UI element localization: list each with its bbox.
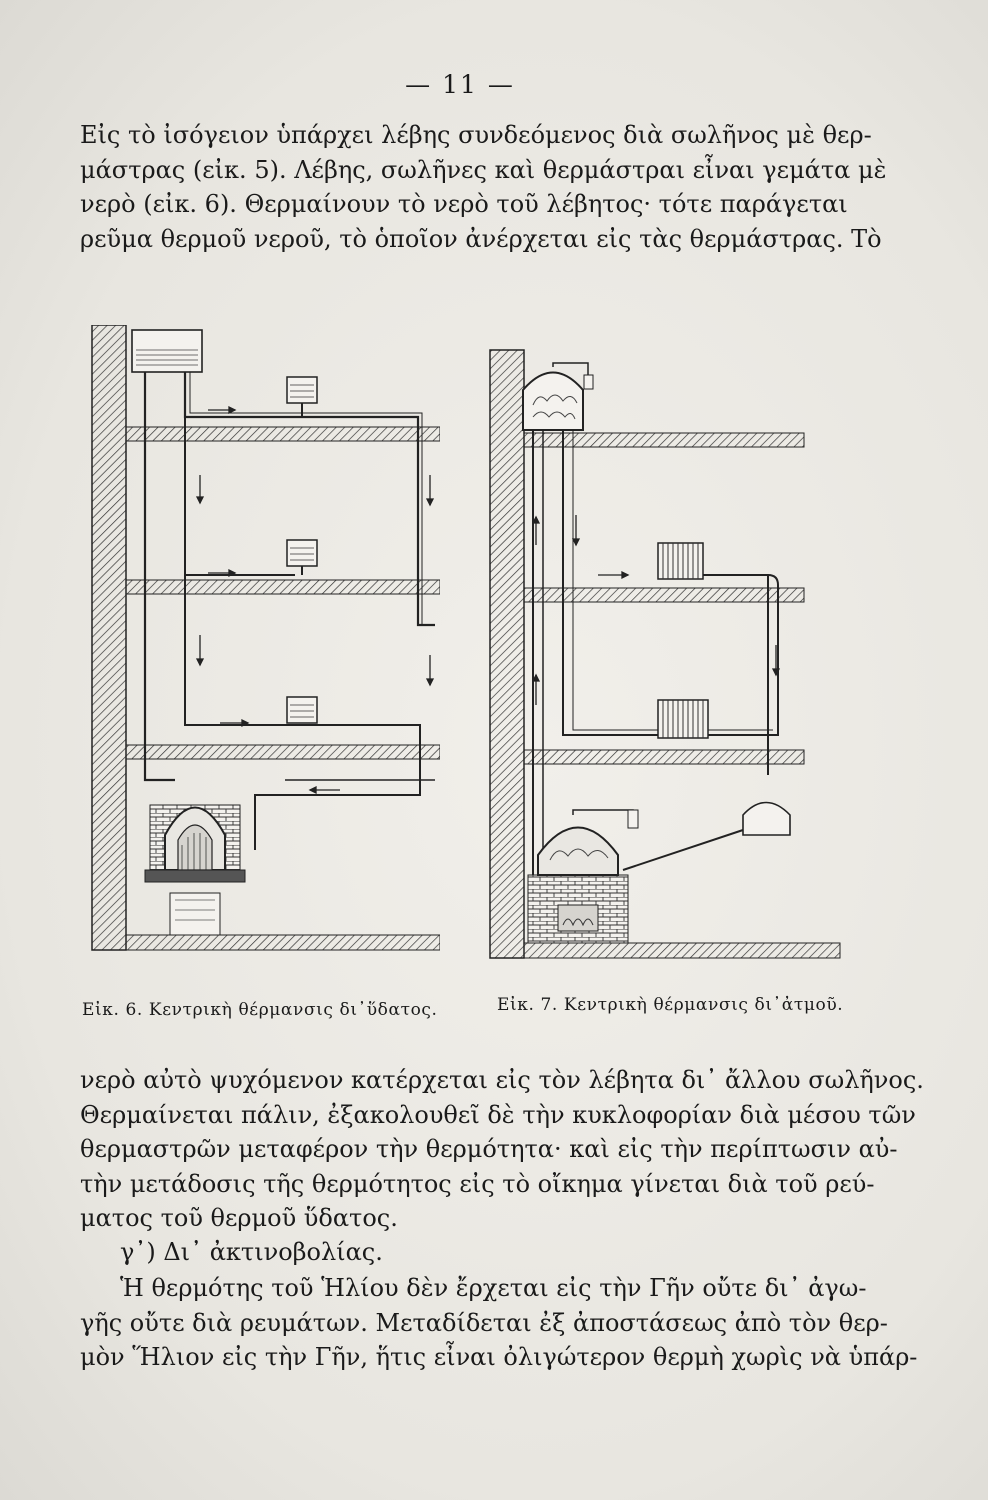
floor-slab (524, 588, 804, 602)
figure-7-steam-heating-diagram (488, 345, 843, 965)
figure-7-caption: Εἰκ. 7. Κεντρικὴ θέρμανσις δι᾽ἀτμοῦ. (497, 995, 844, 1015)
text-line: Εἰς τὸ ἰσόγειον ὑπάρχει λέβης συνδεόμενος διὰ σωλῆνος μὲ θερ- (80, 121, 872, 149)
expansion-tank (132, 330, 202, 372)
text-line: ρεῦμα θερμοῦ νεροῦ, τὸ ὁποῖον ἀνέρχεται εἰς τὰς θερμάστρας. Τὸ (80, 224, 882, 253)
figure-6-water-heating-diagram (90, 325, 440, 965)
flow-arrows (533, 515, 779, 705)
text-line: Θερμαίνεται πάλιν, ἐξακολουθεῖ δὲ τὴν κυκλοφορίαν διὰ μέσου τῶν (80, 1100, 916, 1129)
text-line: νερὸ αὐτὸ ψυχόμενον κατέρχεται εἰς τὸν λέβητα δι᾽ ἄλλου σωλῆνος. (80, 1066, 924, 1094)
text-line: γῆς οὔτε διὰ ρευμάτων. Μεταδίδεται ἐξ ἀποστάσεως ἀπὸ τὸν θερ- (80, 1308, 888, 1337)
steam-radiator (658, 543, 703, 579)
ash-pit (170, 893, 220, 935)
intro-paragraph (80, 118, 887, 256)
flow-arrows (197, 407, 433, 793)
section-heading: γ᾽) Δι᾽ ἀκτινοβολίας. (120, 1238, 383, 1266)
figure-6-caption: Εἰκ. 6. Κεντρικὴ θέρμανσις δι᾽ὕδατος. (82, 1000, 438, 1020)
floor-slab (126, 745, 440, 759)
text-line: ματος τοῦ θερμοῦ ὕδατος. (80, 1204, 398, 1232)
ground (126, 935, 440, 950)
floor-slab (524, 433, 804, 447)
page-number: — 11 — (405, 70, 515, 99)
text-line: μὸν Ἥλιον εἰς τὴν Γῆν, ἥτις εἶναι ὀλιγώτερον θερμὴ χωρὶς νὰ ὑπάρ- (80, 1343, 918, 1371)
radiator (287, 377, 317, 403)
fire-grate (145, 870, 245, 882)
condensate-tank (743, 803, 790, 836)
text-line: Ἡ θερμότης τοῦ Ἡλίου δὲν ἔρχεται εἰς τὴν Γῆν οὔτε δι᾽ ἀγω- (120, 1274, 867, 1302)
body-paragraph (80, 1063, 924, 1236)
firebox-door (558, 905, 598, 931)
floor-slab (126, 580, 440, 594)
text-line: τὴν μετάδοσις τῆς θερμότητος εἰς τὸ οἴκημα γίνεται διὰ τοῦ ρεύ- (80, 1169, 875, 1198)
radiator (287, 697, 317, 723)
wall (490, 350, 524, 958)
floor-slab (524, 750, 804, 764)
radiation-paragraph (80, 1271, 918, 1375)
text-line: μάστρας (εἰκ. 5). Λέβης, σωλῆνες καὶ θερμάστραι εἶναι γεμάτα μὲ (80, 155, 887, 184)
steam-collector (523, 373, 583, 431)
text-line: νερὸ (εἰκ. 6). Θερμαίνουν τὸ νερὸ τοῦ λέβητος· τότε παράγεται (80, 190, 848, 218)
ground (524, 943, 840, 958)
text-line: θερμαστρῶν μεταφέρον τὴν θερμότητα· καὶ εἰς τὴν περίπτωσιν αὐ- (80, 1135, 898, 1163)
steam-boiler (538, 828, 618, 876)
floor-slab (126, 427, 440, 441)
wall (92, 325, 126, 950)
radiator (287, 540, 317, 566)
steam-radiator (658, 700, 708, 738)
